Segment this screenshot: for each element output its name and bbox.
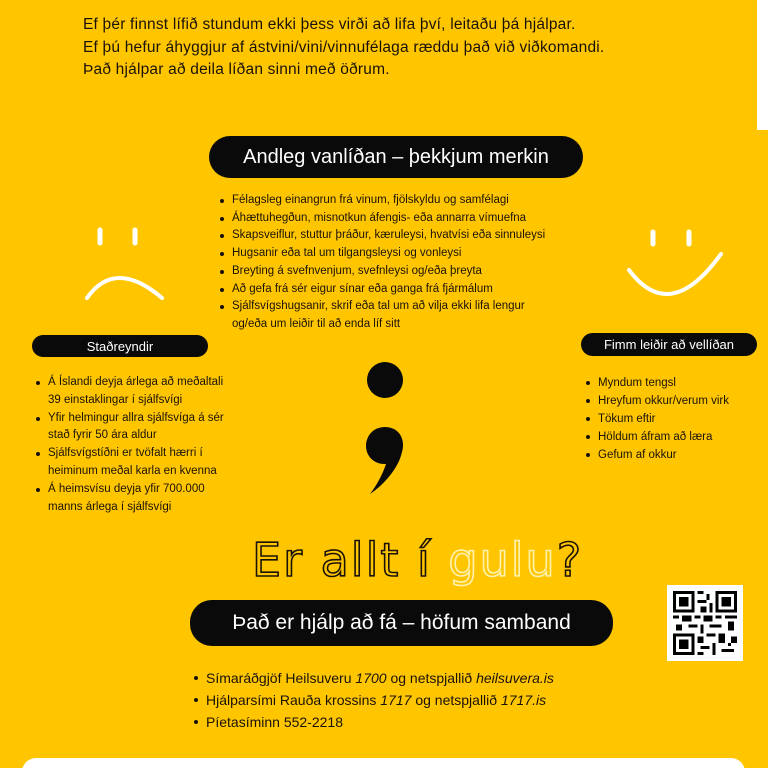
happy-face-icon — [620, 220, 730, 310]
help-item-text: Símaráðgjöf Heilsuveru — [206, 670, 356, 686]
svg-text:Er allt í gulu? — [252, 533, 583, 587]
list-item: Áhættuhegðun, misnotkun áfengis- eða annarra vímuefna — [216, 210, 545, 228]
list-item: Tökum eftir — [582, 410, 729, 428]
qr-code[interactable] — [667, 585, 743, 661]
help-item-text: og netspjallið — [386, 670, 477, 686]
facts-list — [32, 374, 224, 516]
list-item: Sjálfsvígstíðni er tvöfalt hærri í — [32, 445, 224, 463]
list-item: Hugsanir eða tal um tilgangsleysi og vonleysi — [216, 245, 545, 263]
semicolon-icon — [360, 360, 420, 500]
help-item-red-cross — [190, 689, 554, 711]
ways-heading: Fimm leiðir að vellíðan — [581, 333, 757, 356]
list-item: Sjálfsvígshugsanir, skrif eða tal um að vilja ekki lifa lengur — [216, 298, 545, 316]
tagline — [252, 526, 584, 588]
phone-number[interactable]: 1717 — [380, 692, 412, 708]
intro-line: Ef þér finnst lífið stundum ekki þess virði að lifa því, leitaðu þá hjálpar. — [83, 16, 576, 33]
intro-line: Það hjálpar að deila líðan sinni með öðrum. — [83, 61, 390, 78]
list-item: Gefum af okkur — [582, 446, 729, 464]
signs-heading: Andleg vanlíðan – þekkjum merkin — [209, 136, 583, 178]
list-item: Yfir helmingur allra sjálfsvíga á sér — [32, 410, 224, 428]
help-item-heilsuvera — [190, 667, 554, 689]
list-item-continuation: manns árlega í sjálfsvígi — [48, 500, 172, 513]
help-list — [190, 667, 554, 733]
tagline-part2: gulu — [448, 533, 557, 587]
list-item: Að gefa frá sér eigur sínar eða ganga frá fjármálum — [216, 281, 545, 299]
help-heading: Það er hjálp að fá – höfum samband — [190, 600, 613, 646]
intro-text — [83, 14, 604, 82]
list-item-continuation: stað fyrir 50 ára aldur — [48, 429, 157, 442]
help-item-text: Píetasíminn 552-2218 — [206, 714, 343, 730]
intro-line: Ef þú hefur áhyggjur af ástvini/vini/vinnufélaga ræddu það við viðkomandi. — [83, 38, 605, 56]
page-edge-lower — [757, 130, 768, 768]
tagline-part3: ? — [556, 533, 584, 587]
signs-list — [216, 192, 545, 334]
help-item-text: Hjálparsími Rauða krossins — [206, 692, 381, 708]
sad-face-icon — [80, 220, 170, 310]
list-item: Félagsleg einangrun frá vinum, fjölskyldu og samfélagi — [216, 192, 545, 210]
list-item: Skapsveiflur, stuttur þráður, kæruleysi, hvatvísi eða sinnuleysi — [216, 227, 545, 245]
ways-list — [582, 374, 729, 464]
list-item: Hreyfum okkur/verum virk — [582, 392, 729, 410]
help-item-pieta — [190, 711, 554, 733]
list-item: Breyting á svefnvenjum, svefnleysi og/eða þreyta — [216, 263, 545, 281]
list-item-continuation: og/eða um leiðir til að enda líf sitt — [232, 317, 401, 330]
phone-number[interactable]: 1700 — [355, 670, 387, 686]
bottom-card — [22, 758, 745, 778]
list-item: Myndum tengsl — [582, 374, 729, 392]
list-item-continuation: heiminum meðal karla en kvenna — [48, 464, 217, 477]
website-link[interactable]: 1717.is — [500, 692, 547, 708]
facts-heading: Staðreyndir — [32, 335, 208, 357]
tagline-part1: Er allt í — [252, 533, 449, 587]
list-item: Á Íslandi deyja árlega að meðaltali — [32, 374, 224, 392]
website-link[interactable]: heilsuvera.is — [476, 670, 554, 686]
help-item-text: og netspjallið — [411, 692, 501, 708]
list-item: Höldum áfram að læra — [582, 428, 729, 446]
list-item: Á heimsvísu deyja yfir 700.000 — [32, 481, 224, 499]
list-item-continuation: 39 einstaklingar í sjálfsvígi — [48, 393, 183, 406]
